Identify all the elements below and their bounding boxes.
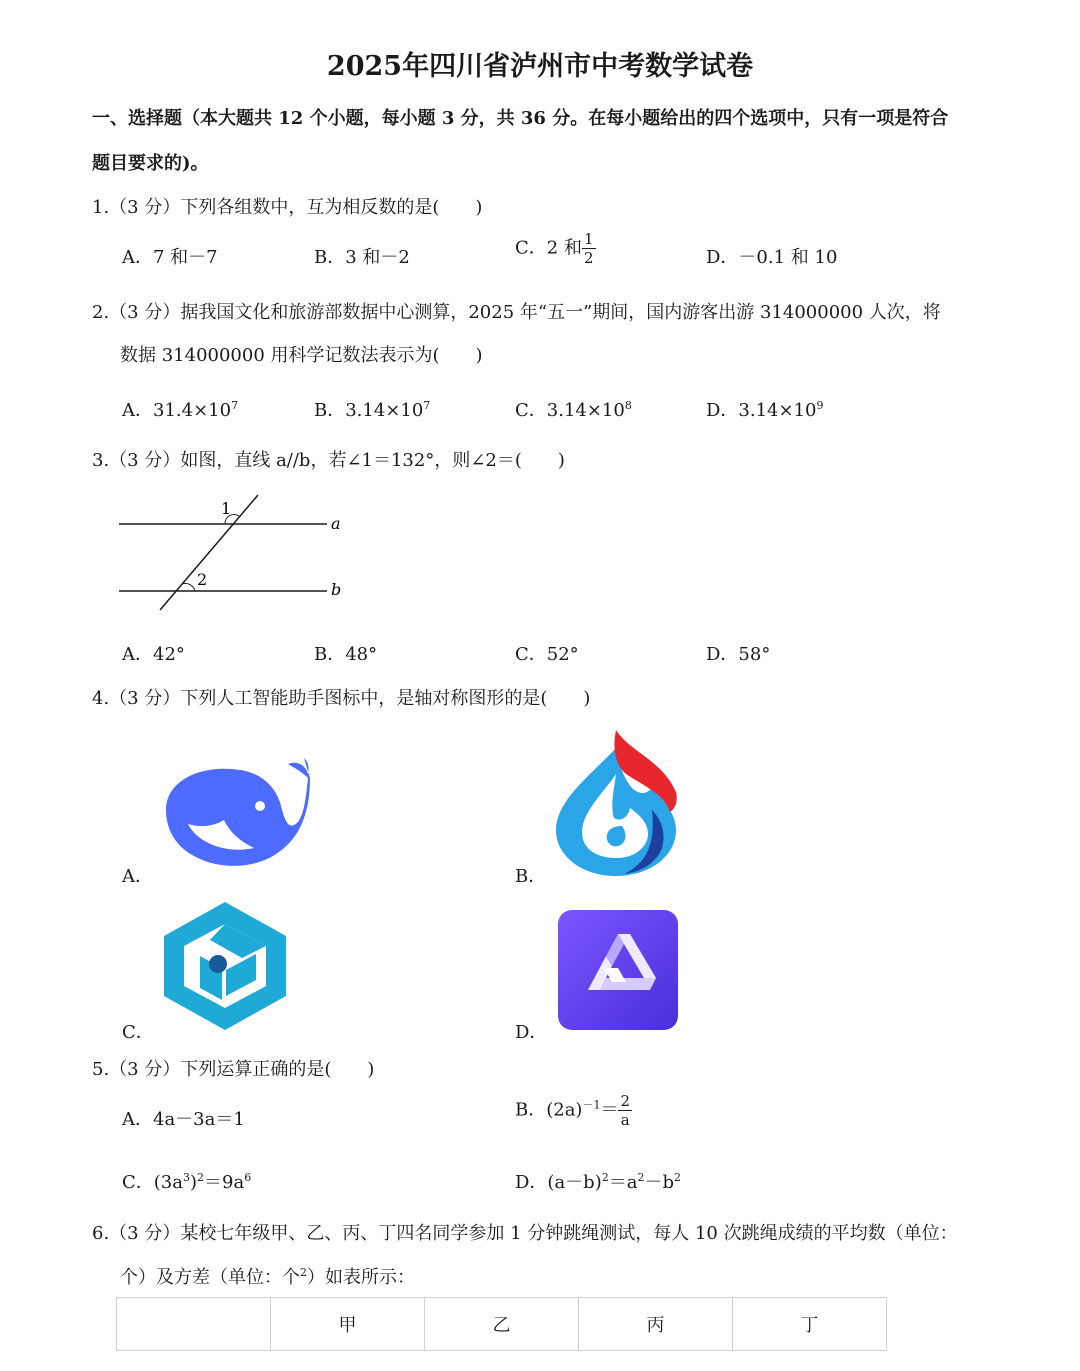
q5-option-b-exponent: －1 [582,1098,601,1112]
cube-logo-icon [160,900,290,1032]
table-header-cell: 甲 [271,1298,425,1351]
q5-option-c [122,1168,251,1194]
q2-option-a-exponent: 7 [231,399,239,412]
whale-logo-icon [158,758,310,870]
q1-fraction-numerator: 1 [583,230,594,248]
q1-option-c-prefix: C．2 和 [515,237,582,259]
q5-option-d-exp: 2 [601,1171,609,1184]
table-header-cell: 乙 [425,1298,579,1351]
q5-option-d-eq: ＝a [608,1172,638,1193]
q5-fraction-numerator: 2 [620,1092,631,1110]
q2-option-c-base: C．3.14×10 [515,400,625,421]
q1-option-c [515,230,596,267]
q2-option-a [122,396,238,422]
q5-option-c-exp1: 3 [182,1171,190,1184]
q5-option-d-exp3: 2 [674,1171,681,1184]
angle-1-label: 1 [221,499,232,518]
q5-option-d-minus: －b [644,1172,674,1193]
q5-option-c-mid: ) [189,1172,198,1193]
q4-option-c: C． [122,1022,154,1043]
q1-fraction [582,230,596,267]
q5-option-c-eq: ＝9a [204,1172,245,1193]
q4-option-d: D． [515,1022,548,1043]
table-header-cell [117,1298,271,1351]
q2-option-b [314,396,430,422]
q3-option-b: B．48° [314,644,378,665]
q2-stem-line2: 数据 314000000 用科学记数法表示为( ) [120,345,483,366]
q5-fraction [618,1092,632,1129]
page-title: 2025年四川省泸州市中考数学试卷 [326,51,754,82]
table-header-cell: 丙 [579,1298,733,1351]
q5-option-d-prefix: D．(a－b) [515,1172,602,1193]
q6-score-table [116,1297,887,1351]
q5-option-d-exp2: 2 [637,1171,645,1184]
q2-option-d-base: D．3.14×10 [706,400,817,421]
q5-fraction-denominator: a [620,1111,630,1129]
q2-option-c-exponent: 8 [624,399,632,412]
q2-option-b-exponent: 7 [423,399,431,412]
q5-option-c-exp3: 6 [244,1171,252,1184]
transversal-line [160,495,258,610]
q6-stem-line2 [120,1263,415,1289]
triangle-knot-logo-icon [556,908,680,1032]
q4-option-a: A． [122,866,153,887]
q2-option-a-base: A．31.4×10 [122,400,232,421]
q3-option-d: D．58° [706,644,771,665]
q1-option-d: D．－0.1 和 10 [706,247,838,268]
section-header-line1: 一、选择题（本大题共 12 个小题，每小题 3 分，共 36 分。在每小题给出的四个选项中，只有一项是符合 [92,108,949,129]
q6-stem-line2-end: ）如表所示： [307,1267,415,1288]
q5-stem: 5.（3 分）下列运算正确的是( ) [92,1059,375,1080]
parallel-lines-figure [115,490,355,615]
q2-option-b-base: B．3.14×10 [314,400,424,421]
q5-option-a: A．4a－3a＝1 [122,1109,245,1130]
q3-option-c: C．52° [515,644,579,665]
q1-stem: 1.（3 分）下列各组数中，互为相反数的是( ) [92,197,483,218]
q5-option-b [515,1092,632,1129]
q5-option-d [515,1168,681,1194]
q5-option-b-equals: ＝ [600,1099,619,1121]
q4-stem: 4.（3 分）下列人工智能助手图标中，是轴对称图形的是( ) [92,688,591,709]
section-header-line2: 题目要求的)。 [92,153,209,174]
flame-drop-logo-icon [552,730,680,876]
q2-stem-line1: 2.（3 分）据我国文化和旅游部数据中心测算，2025 年“五一”期间，国内游客出游 314000000 人次，将 [92,302,941,323]
angle-2-label: 2 [197,570,208,589]
q3-option-a: A．42° [122,644,185,665]
line-a-label: a [331,514,341,533]
q1-fraction-denominator: 2 [583,249,594,267]
q2-option-d-exponent: 9 [816,399,824,412]
q1-option-b: B．3 和－2 [314,247,410,268]
q3-stem: 3.（3 分）如图，直线 a//b，若∠1＝132°，则∠2＝( ) [92,450,565,471]
q4-option-b: B． [515,866,547,887]
angle-2-arc [182,583,195,591]
q5-option-c-prefix: C．(3a [122,1172,183,1193]
q1-option-a: A．7 和－7 [122,247,218,268]
table-header-cell: 丁 [733,1298,887,1351]
line-b-label: b [331,580,342,599]
q5-option-b-prefix: B．(2a) [515,1099,583,1121]
q6-stem-line1: 6.（3 分）某校七年级甲、乙、丙、丁四名同学参加 1 分钟跳绳测试，每人 10 次跳绳成绩的平均数（单位： [92,1223,958,1244]
q2-option-d [706,396,824,422]
q5-option-c-exp2: 2 [197,1171,205,1184]
table-row [117,1298,887,1351]
q2-option-c [515,396,632,422]
q6-stem-line2-sup: 2 [300,1266,307,1279]
q6-stem-line2-text: 个）及方差（单位：个 [120,1267,300,1288]
